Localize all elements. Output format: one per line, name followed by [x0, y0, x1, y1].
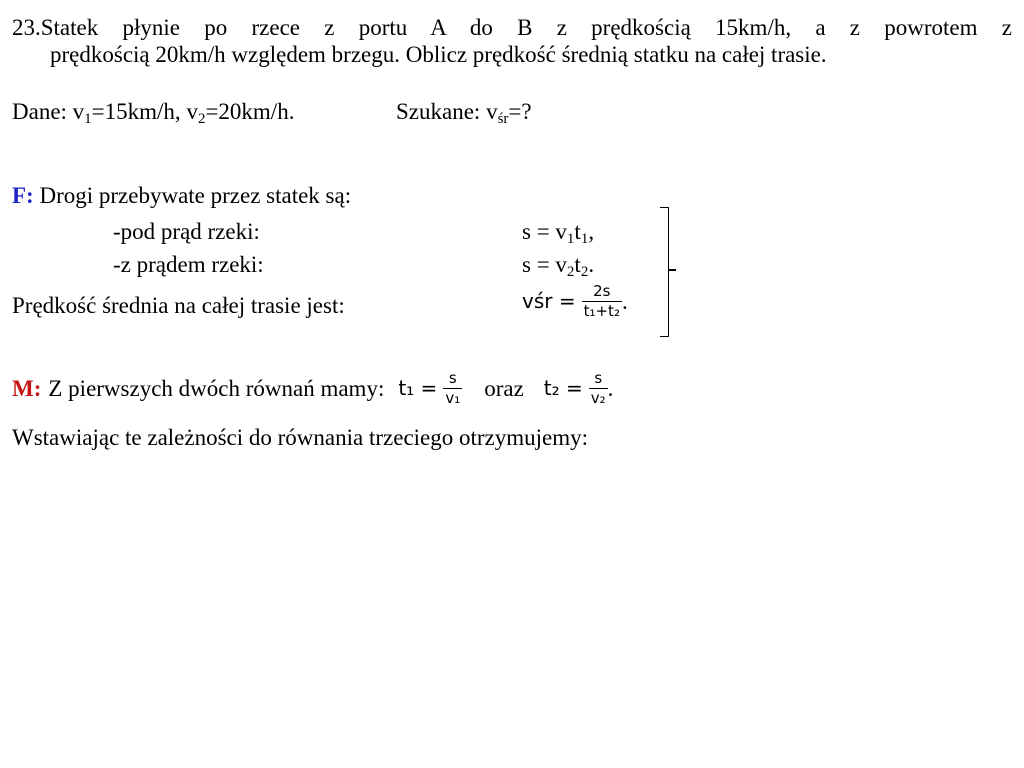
average-speed-label: Prędkość średnia na całej trasie jest: [12, 293, 345, 318]
upstream-eq-sub1: 1 [566, 231, 575, 247]
t2-fraction [589, 370, 608, 407]
v2-subscript: 2 [197, 111, 206, 127]
t1-lhs: t₁ = [398, 376, 438, 400]
vsr-value: =? [508, 99, 532, 124]
v1-subscript: 1 [84, 111, 92, 127]
t2-denominator: v₂ [590, 388, 606, 407]
system-bracket-tick [668, 269, 676, 271]
szukane-label: Szukane: [396, 99, 481, 124]
upstream-eq-t: t [574, 219, 581, 244]
conclusion-line: Wstawiając te zależności do równania trzeciego otrzymujemy: [12, 425, 589, 450]
math-line [12, 366, 613, 410]
avg-fraction [582, 283, 622, 320]
physics-intro [12, 184, 351, 207]
v2-value: =20km/h. [205, 99, 295, 124]
v2-symbol: v [186, 99, 198, 124]
downstream-eq-sub2: 2 [580, 264, 589, 280]
math-label: M: [12, 375, 42, 401]
system-bracket [660, 207, 669, 337]
dane-label: Dane: [12, 99, 67, 124]
t1-denominator: v₁ [445, 388, 461, 407]
physics-label: F: [12, 183, 34, 208]
math-intro: Z pierwszych dwóch równań mamy: [48, 375, 385, 401]
given-line [12, 99, 295, 127]
t2-lhs: t₂ = [543, 376, 583, 400]
t1-numerator: s [448, 368, 457, 387]
problem-statement-line-1: 23.Statek płynie po rzece z portu A do B z prędkością 15km/h, a z powrotem z [12, 15, 1012, 40]
upstream-eq-prefix: s = v [522, 219, 567, 244]
problem-statement-line-2: prędkością 20km/h względem brzegu. Oblicz prędkość średnią statku na całej trasie. [50, 42, 827, 67]
upstream-eq-suffix: , [588, 219, 595, 244]
avg-numerator: 2s [593, 281, 611, 300]
vsr-symbol: v [486, 99, 498, 124]
downstream-label: -z prądem rzeki: [113, 252, 264, 277]
upstream-label: -pod prąd rzeki: [113, 219, 260, 244]
downstream-eq-prefix: s = v [522, 252, 567, 277]
physics-intro-text: Drogi przebywate przez statek są: [39, 183, 352, 208]
v1-value: =15km/h, [91, 99, 181, 124]
downstream-eq-t: t [574, 252, 581, 277]
upstream-equation [522, 219, 595, 247]
v1-symbol: v [72, 99, 85, 124]
downstream-eq-sub1: 2 [566, 264, 575, 280]
upstream-eq-sub2: 1 [580, 231, 589, 247]
t2-numerator: s [594, 368, 603, 387]
oraz-word: oraz [484, 375, 524, 401]
downstream-eq-suffix: . [588, 252, 595, 277]
avg-denominator: t₁+t₂ [583, 301, 620, 320]
vsr-subscript: śr [497, 111, 509, 127]
average-speed-formula [522, 280, 628, 322]
avg-end: . [621, 288, 628, 314]
t1-fraction [443, 370, 462, 407]
downstream-equation [522, 252, 595, 280]
math-end: . [607, 375, 614, 401]
avg-lhs: vśr = [522, 289, 576, 313]
sought-line [396, 99, 532, 127]
